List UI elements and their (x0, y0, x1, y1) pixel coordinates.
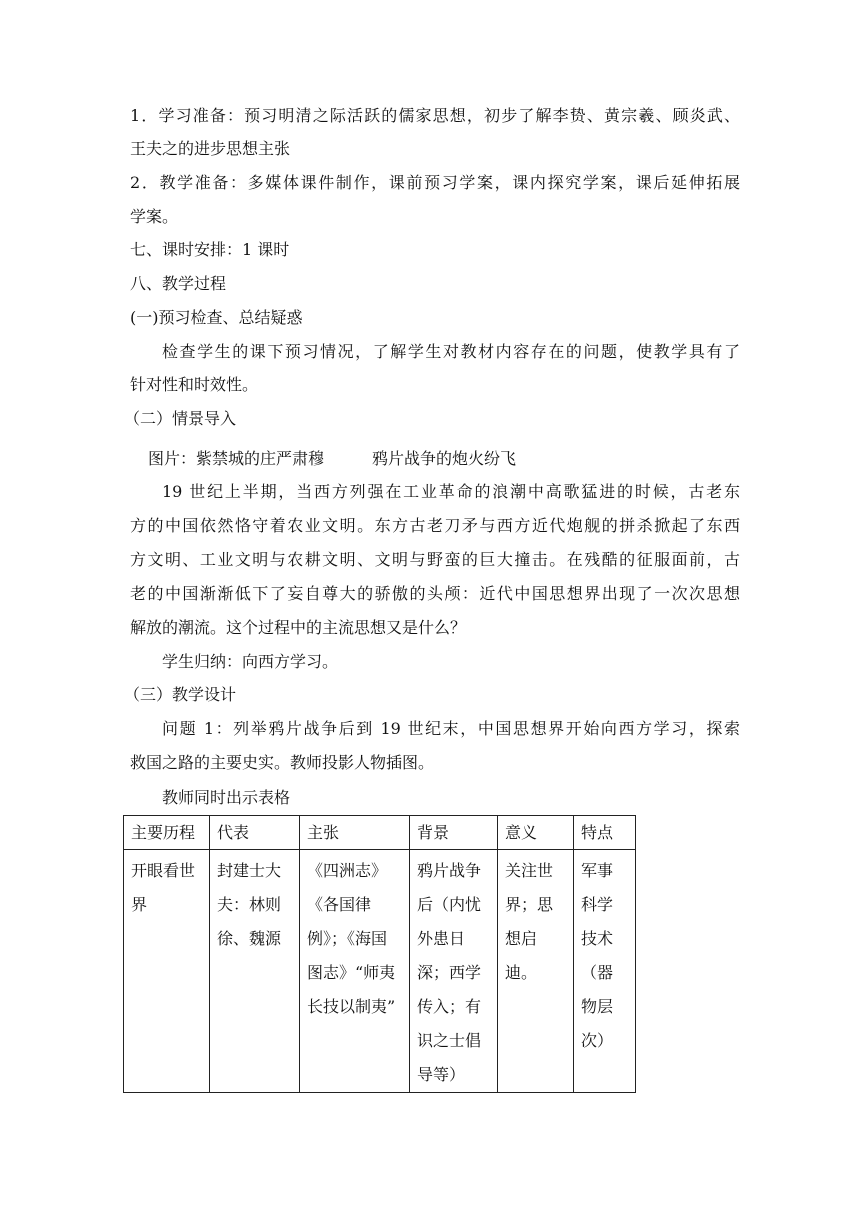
table-header-cell: 主要历程 (124, 816, 210, 850)
table-header-cell: 意义 (498, 816, 574, 850)
table-cell (574, 850, 636, 1093)
paragraph-4-line-4: 老的中国渐渐低下了妄自尊大的骄傲的头颅：近代中国思想界出现了一次次思想 (130, 584, 740, 603)
paragraph-7: 教师同时出示表格 (162, 788, 291, 807)
table-cell-text: 封建士大夫：林则徐、魏源 (217, 861, 282, 948)
paragraph-4-line-3: 方文明、工业文明与农耕文明、文明与野蛮的巨大撞击。在残酷的征服面前，古 (130, 550, 740, 569)
paragraph-4-line-1: 19 世纪上半期，当西方列强在工业革命的浪潮中高歌猛进的时候，古老东 (162, 482, 740, 501)
paragraph-6-line-2: 救国之路的主要史实。教师投影人物插图。 (130, 753, 435, 772)
table-cell-text: 关注世界；思想启迪。 (505, 861, 554, 982)
caption-forbidden-city: 图片：紫禁城的庄严肃穆 (148, 449, 325, 468)
paragraph-6-line-1: 问题 1：列举鸦片战争后到 19 世纪末，中国思想界开始向西方学习，探索 (162, 719, 740, 738)
table-cell-text: 军事科学技术（器物层次） (581, 861, 614, 1050)
paragraph-1-line-2: 王夫之的进步思想主张 (130, 139, 291, 158)
table-cell (498, 850, 574, 1093)
table-cell (410, 850, 498, 1093)
subheading-teaching-design: （三）教学设计 (124, 685, 237, 704)
table-header-row (124, 816, 636, 850)
table-cell-text: 开眼看世界 (131, 861, 196, 914)
table-cell (210, 850, 300, 1093)
subheading-preview-check: (一)预习检查、总结疑惑 (130, 308, 303, 327)
section-heading-process: 八、教学过程 (130, 274, 227, 293)
paragraph-2-line-1: 2．教学准备：多媒体课件制作，课前预习学案，课内探究学案，课后延伸拓展 (130, 173, 740, 192)
table-header-cell: 代表 (210, 816, 300, 850)
subheading-scene-intro: （二）情景导入 (124, 409, 237, 428)
paragraph-4-line-2: 方的中国依然恪守着农业文明。东方古老刀矛与西方近代炮舰的拼杀掀起了东西 (130, 516, 740, 535)
table-cell (124, 850, 210, 1093)
paragraph-2-line-2: 学案。 (130, 207, 179, 226)
paragraph-3-line-2: 针对性和时效性。 (130, 375, 259, 394)
caption-opium-war: 鸦片战争的炮火纷飞 (372, 449, 517, 468)
table-cell-text: 《四洲志》《各国律例》；《海国图志》“师夷长技以制夷” (307, 861, 396, 1016)
table-header-cell: 背景 (410, 816, 498, 850)
table-cell-text: 鸦片战争后（内忧外患日深；西学传入；有识之士倡导等） (417, 861, 482, 1084)
paragraph-1-line-1: 1．学习准备：预习明清之际活跃的儒家思想，初步了解李贽、黄宗羲、顾炎武、 (130, 106, 740, 125)
table-cell (300, 850, 410, 1093)
paragraph-5: 学生归纳：向西方学习。 (162, 652, 339, 671)
history-table (123, 815, 636, 1093)
table-header-cell: 特点 (574, 816, 636, 850)
table-row (124, 850, 636, 1093)
paragraph-3-line-1: 检查学生的课下预习情况，了解学生对教材内容存在的问题，使教学具有了 (162, 342, 740, 361)
section-heading-schedule: 七、课时安排：1 课时 (130, 240, 290, 259)
table-header-cell: 主张 (300, 816, 410, 850)
paragraph-4-line-5: 解放的潮流。这个过程中的主流思想又是什么？ (130, 618, 467, 637)
image-captions (148, 449, 758, 469)
